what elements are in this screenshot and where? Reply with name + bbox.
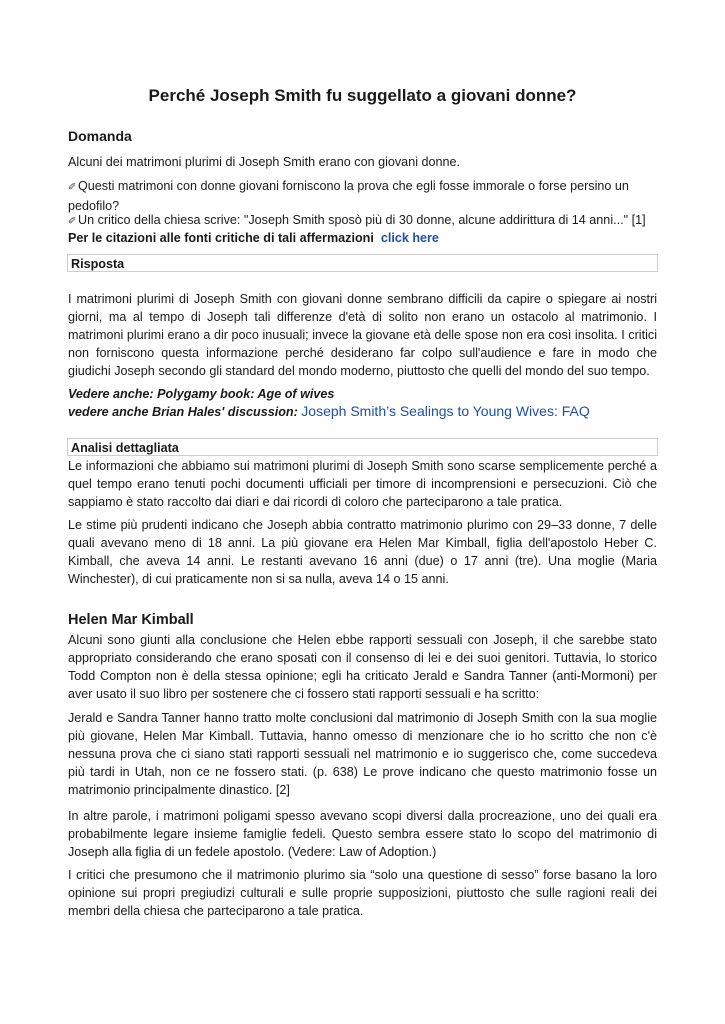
pencil-bullet-icon: ✐ (68, 182, 77, 193)
analysis-paragraph: Le stime più prudenti indicano che Joseph abbia contratto matrimonio plurimo con 29–33 donne, 7 delle quali avevano meno di 18 anni. La più giovane era Helen Mar Kimball, figlia dell'apostolo Heber C. Kimball, che aveva 14 anni. Le restanti avevano 16 anni (due) o 17 anni (tre). Una moglie (Maria Winchester), di cui praticamente non si sa nulla, aveva 14 o 15 anni. (68, 518, 657, 586)
helen-paragraph: I critici che presumono che il matrimonio plurimo sia “solo una questione di sesso” forse basano la loro opinione sui propri pregiudizi culturali e sulle proprie supposizioni, piuttosto che sulle ragioni reali dei membri della chiesa che parteciparono a tale pratica. (68, 868, 657, 918)
answer-heading: Risposta (67, 254, 658, 272)
helen-paragraph: Alcuni sono giunti alla conclusione che Helen ebbe rapporti sessuali con Joseph, il che sarebbe stato appropriato considerando che erano sposati con il consenso di lei e dei suoi genitori. Tuttavia, lo storico Todd Compton non è della stessa opinione; egli ha criticato Jerald e Sandra Tanner (anti-Mormoni) per aver usato il suo libro per sostenere che ci fossero stati rapporti sessuali e ha scritto: (68, 633, 657, 701)
helen-heading: Helen Mar Kimball (68, 612, 194, 628)
question-heading: Domanda (68, 128, 132, 144)
page-title: Perché Joseph Smith fu suggellato a giovani donne? (148, 86, 577, 105)
analysis-heading: Analisi dettagliata (67, 438, 658, 456)
answer-body: I matrimoni plurimi di Joseph Smith con giovani donne sembrano difficili da capire o spiegare ai nostri giorni, ma al tempo di Joseph tali differenze d'età di solito non erano un ostacolo al matrimonio. I matrimoni plurimi erano a dir poco inusuali; invece la giovane età delle spose non era così insolita. I critici non forniscono questa informazione perché desiderano far colpo sull'audience e fare in modo che giudichi Joseph secondo gli standard del mondo moderno, piuttosto che quelli del mondo del suo tempo. (68, 292, 657, 378)
analysis-paragraph: Le informazioni che abbiamo sui matrimoni plurimi di Joseph Smith sono scarse semplicemente perché a quel tempo erano tenuti pochi documenti ufficiali per timore di incomprensioni e persecuzioni. Ciò che sappiamo è stato raccolto dai diari e dai ricordi di coloro che parteciparono a tale pratica. (68, 459, 657, 509)
see-also-hales (68, 402, 657, 421)
question-bullet-text: Un critico della chiesa scrive: "Joseph Smith sposò più di 30 donne, alcune addirittura di 14 anni..." [1] (78, 213, 646, 227)
pencil-bullet-icon: ✐ (68, 216, 77, 227)
hales-faq-link[interactable]: Joseph Smith’s Sealings to Young Wives: FAQ (301, 403, 590, 419)
see-also-polygamy: Vedere anche: Polygamy book: Age of wives (68, 387, 335, 401)
question-bullet (68, 211, 657, 231)
compton-quote: Jerald e Sandra Tanner hanno tratto molte conclusioni dal matrimonio di Joseph Smith con la sua moglie più giovane, Helen Mar Kimball. Tuttavia, hanno omesso di menzionare che io ho scritto che non c'è nessuna prova che ci siano stati rapporti sessuali nel matrimonio e io suggerisco che, come succedeva più tardi in Utah, non ce ne fossero stati. (p. 638) Le prove indicano che questo matrimonio fosse un matrimonio principalmente dinastico. [2] (68, 711, 657, 797)
citations-link[interactable]: click here (380, 231, 439, 245)
see-also-hales-label: vedere anche Brian Hales' discussion: (68, 405, 298, 419)
question-bullet (68, 177, 657, 215)
question-intro: Alcuni dei matrimoni plurimi di Joseph Smith erano con giovani donne. (68, 155, 461, 169)
helen-paragraph: In altre parole, i matrimoni poligami spesso avevano scopi diversi dalla procreazione, uno dei quali era probabilmente legare insieme famiglie fedeli. Questo sembra essere stato lo scopo del matrimonio di Joseph alla figlia di un fedele apostolo. (Vedere: Law of Adoption.) (68, 809, 657, 859)
citations-line (68, 229, 657, 247)
question-bullet-text: Questi matrimoni con donne giovani forniscono la prova che egli fosse immorale o forse persino un pedofilo? (68, 179, 629, 213)
citations-label: Per le citazioni alle fonti critiche di tali affermazioni (68, 231, 374, 245)
